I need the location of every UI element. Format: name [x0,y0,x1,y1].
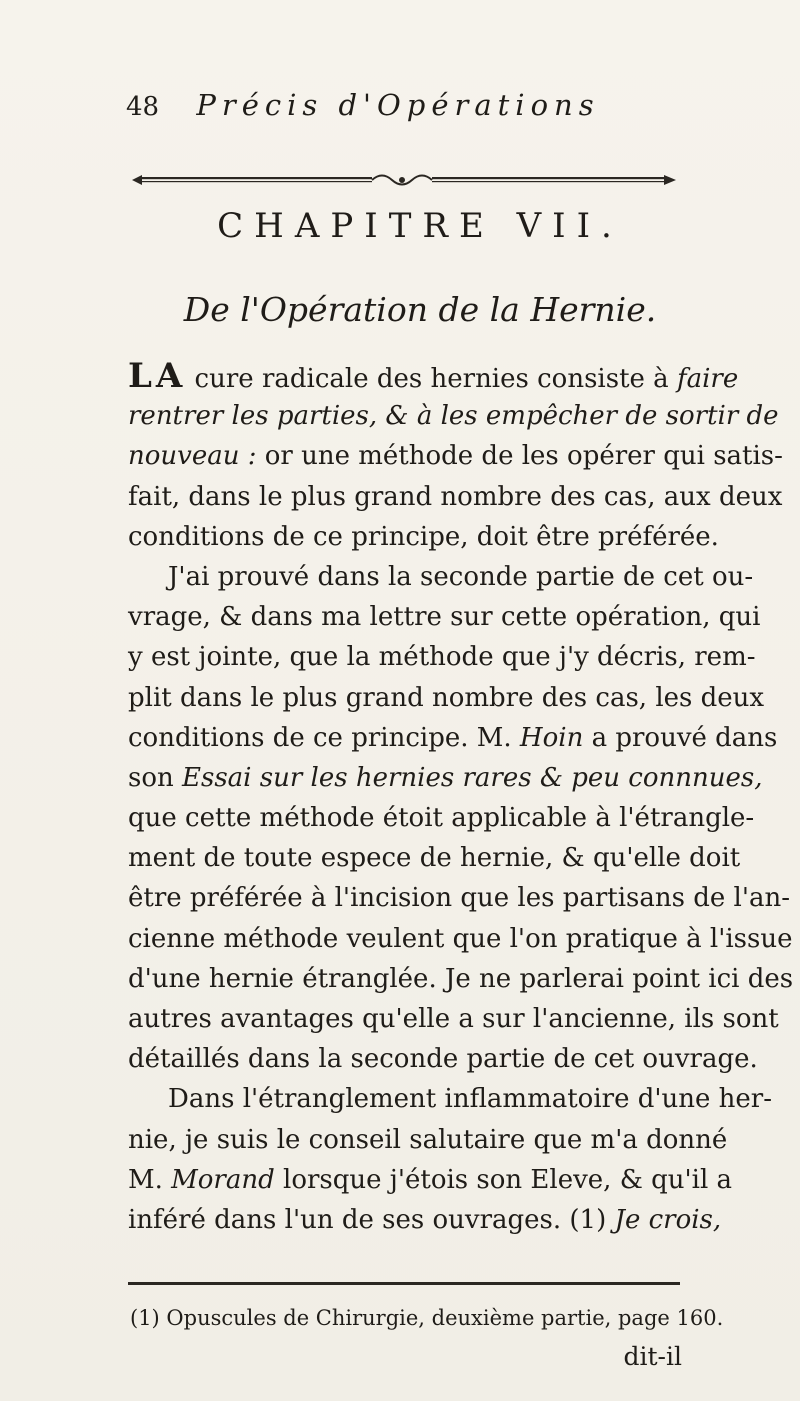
text-line: conditions de ce principe, doit être préférée. [128,521,719,552]
text-line: inféré dans l'un de ses ouvrages. (1) Je crois, [128,1204,722,1235]
text-line: Dans l'étranglement inflammatoire d'une her- [168,1084,773,1115]
italic-text: rentrer les parties, & à les empêcher de sortir de [128,401,779,432]
text-line: être préférée à l'incision que les partisans de l'an- [128,883,791,914]
catchword: dit-il [623,1342,682,1371]
text-line: plit dans le plus grand nombre des cas, les deux [128,682,765,713]
initial-letters: LA [128,356,187,396]
section-heading: De l'Opération de la Hernie. [183,290,657,329]
text-line: J'ai prouvé dans la seconde partie de cet ou- [168,561,754,592]
text-line: autres avantages qu'elle a sur l'ancienne, ils sont [128,1004,779,1034]
italic-text: nouveau : [128,441,257,472]
italic-text: Morand [171,1164,275,1195]
footnote-rule [128,1282,680,1285]
italic-text: Je crois, [614,1204,722,1235]
page-number: 48 [126,92,160,122]
text-line: vrage, & dans ma lettre sur cette opération, qui [128,602,761,633]
text-line: y est jointe, que la méthode que j'y décris, rem- [128,642,756,673]
chapter-heading: CHAPITRE VII. [217,206,623,246]
body-text [128,356,794,1240]
text-line: détaillés dans la seconde partie de cet ouvrage. [128,1044,758,1075]
text-line: M. Morand lorsque j'étois son Eleve, & qu'il a [128,1164,733,1195]
ornament-rule [128,170,680,190]
italic-text: faire [676,364,739,394]
text-line: conditions de ce principe. M. Hoin a prouvé dans [128,722,778,753]
text-line: nie, je suis le conseil salutaire que m'a donné [128,1124,728,1155]
text-line: que cette méthode étoit applicable à l'étrangle- [128,803,755,834]
italic-text: Hoin [519,722,584,753]
text-line: nouveau : or une méthode de les opérer qui satis- [128,441,783,472]
italic-text: Essai sur les hernies rares & peu connnues, [182,762,763,793]
text-line: son Essai sur les hernies rares & peu connnues, [128,762,763,793]
text-line: LA cure radicale des hernies consiste à faire [128,356,739,396]
text-line: fait, dans le plus grand nombre des cas, aux deux [128,481,783,512]
text-line [128,396,779,436]
text-line: cienne méthode veulent que l'on pratique à l'issue [128,923,793,954]
running-head [126,88,686,124]
text-line: d'une hernie étranglée. Je ne parlerai point ici des [128,963,794,994]
running-title: Précis d'Opérations [196,88,600,122]
text-line: ment de toute espece de hernie, & qu'elle doit [128,843,741,874]
footnote: (1) Opuscules de Chirurgie, deuxième partie, page 160. [130,1306,724,1330]
